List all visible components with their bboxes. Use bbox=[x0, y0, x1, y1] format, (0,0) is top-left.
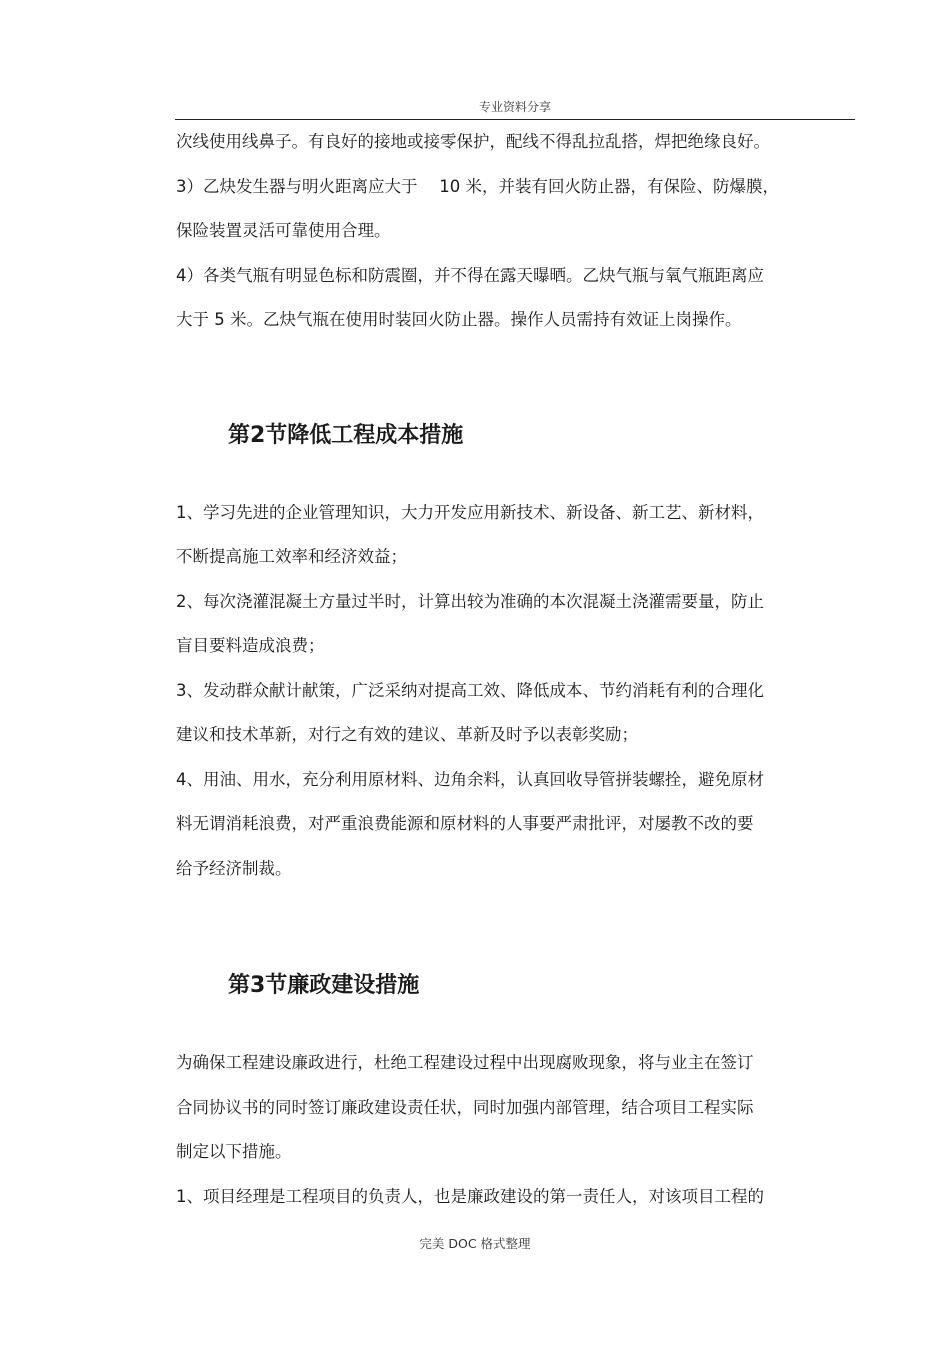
footer-text: 完美 DOC 格式整理 bbox=[419, 1236, 531, 1251]
text-line: 建议和技术革新，对行之有效的建议、革新及时予以表彰奖励； bbox=[176, 725, 638, 744]
text-line: 保险装置灵活可靠使用合理。 bbox=[176, 221, 391, 240]
text-line: 4）各类气瓶有明显色标和防震圈，并不得在露天曝晒。乙炔气瓶与氧气瓶距离应 bbox=[176, 265, 764, 285]
page-footer bbox=[0, 1234, 950, 1252]
section2-paragraphs bbox=[176, 491, 856, 892]
text-line: 3、发动群众献计献策，广泛采纳对提高工效、降低成本、节约消耗有利的合理化 bbox=[176, 680, 764, 700]
header-text: 专业资料分享 bbox=[478, 100, 551, 114]
text-line: 料无谓消耗浪费，对严重浪费能源和原材料的人事要严肃批评，对屡教不改的要 bbox=[176, 814, 754, 833]
text-line: 2、每次浇灌混凝土方量过半时，计算出较为准确的本次混凝土浇灌需要量，防止 bbox=[176, 591, 764, 611]
text-line: 3）乙炔发生器与明火距离应大于 10 米，并装有回火防止器，有保险、防爆膜， bbox=[176, 176, 779, 196]
section3-paragraphs bbox=[176, 1041, 856, 1219]
text-line: 1、学习先进的企业管理知识，大力开发应用新技术、新设备、新工艺、新材料， bbox=[176, 502, 764, 522]
text-line: 1、项目经理是工程项目的负责人，也是廉政建设的第一责任人，对该项目工程的 bbox=[176, 1186, 764, 1206]
section2-heading: 第2节降低工程成本措施 bbox=[228, 422, 464, 448]
text-line: 次线使用线鼻子。有良好的接地或接零保护，配线不得乱拉乱搭，焊把绝缘良好。 bbox=[176, 132, 770, 151]
text-line: 为确保工程建设廉政进行，杜绝工程建设过程中出现腐败现象，将与业主在签订 bbox=[176, 1053, 754, 1072]
text-line: 合同协议书的同时签订廉政建设责任状，同时加强内部管理，结合项目工程实际 bbox=[176, 1097, 754, 1117]
text-line: 大于 5 米。乙炔气瓶在使用时装回火防止器。操作人员需持有效证上岗操作。 bbox=[176, 310, 742, 329]
text-line: 给予经济制裁。 bbox=[176, 858, 292, 878]
document-body bbox=[176, 120, 856, 1219]
section1-paragraphs bbox=[176, 120, 856, 343]
text-line: 制定以下措施。 bbox=[176, 1142, 292, 1161]
text-line: 盲目要料造成浪费； bbox=[176, 636, 325, 655]
text-line: 不断提高施工效率和经济效益； bbox=[176, 547, 407, 566]
section3-heading: 第3节廉政建设措施 bbox=[228, 973, 420, 998]
text-line: 4、用油、用水，充分利用原材料、边角余料，认真回收导管拼装螺拴，避免原材 bbox=[176, 769, 764, 789]
page-header bbox=[175, 97, 855, 120]
